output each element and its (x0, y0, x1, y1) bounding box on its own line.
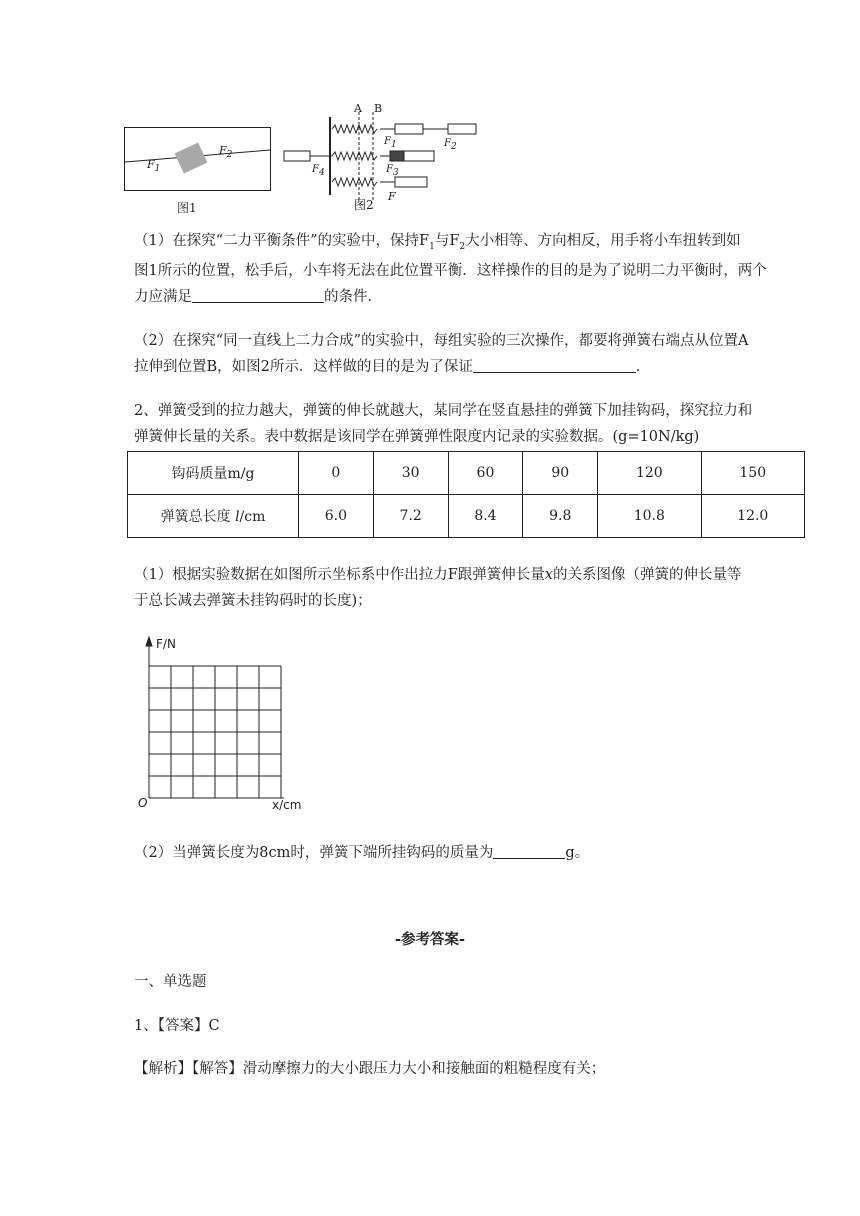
q2-part2-answer-blank[interactable] (493, 844, 565, 859)
coordinate-grid (136, 634, 316, 814)
table-cell: 10.8 (598, 495, 701, 538)
q2-data-table (127, 451, 805, 538)
figure-2 (280, 102, 495, 210)
figure-2-label-b: B (374, 102, 383, 115)
table-cell: 150 (701, 452, 804, 495)
y-axis-label: F/N (156, 637, 176, 651)
table-cell: 6.0 (299, 495, 374, 538)
answers-section-heading: 一、单选题 (134, 974, 207, 990)
figure-1 (124, 127, 271, 191)
coordinate-graph[interactable] (136, 634, 316, 814)
q1-part2-answer-blank[interactable] (473, 358, 636, 373)
table-cell: 0 (299, 452, 374, 495)
table-row (128, 452, 805, 495)
table-cell: 30 (373, 452, 448, 495)
table-cell: 7.2 (373, 495, 448, 538)
figure-2-label-a: A (354, 102, 362, 115)
q1-part1-line3: 力应满足 的条件． (134, 289, 382, 305)
q1-part1-line1: （1）在探究“二力平衡条件”的实验中，保持$F_1$与$F_2$大小相等、方向相反，用手将小车扭转到如 (134, 233, 741, 252)
figure-2-f3-label: $F_3$ (386, 164, 399, 178)
q2-part1-line2: 于总长减去弹簧未挂钩码时的长度)； (134, 593, 372, 609)
q2-intro-line1: 2、弹簧受到的拉力越大，弹簧的伸长就越大，某同学在竖直悬挂的弹簧下加挂钩码，探究拉力和 (134, 403, 753, 419)
table-cell: 60 (448, 452, 523, 495)
q1-part1-answer-blank[interactable] (192, 288, 324, 303)
table-cell: 90 (523, 452, 598, 495)
q2-part1-line1: （1）根据实验数据在如图所示坐标系中作出拉力F跟弹簧伸长量x的关系图像（弹簧的伸长量等 (134, 567, 742, 583)
table-row (128, 495, 805, 538)
table-cell: 9.8 (523, 495, 598, 538)
q1-part1-line2: 图1所示的位置，松手后，小车将无法在此位置平衡．这样操作的目的是为了说明二力平衡时，两个 (134, 263, 767, 279)
figure-2-caption: 图2 (354, 198, 374, 212)
table-cell: 8.4 (448, 495, 523, 538)
figure-2-f4-label: $F_4$ (312, 164, 325, 178)
answer-item-1-analysis: 【解析】【解答】滑动摩擦力的大小跟压力大小和接触面的粗糙程度有关； (134, 1061, 606, 1077)
figure-1-f2-label: $F_2$ (219, 144, 233, 161)
table-cell: 12.0 (701, 495, 804, 538)
q2-intro-line2: 弹簧伸长量的关系。表中数据是该同学在弹簧弹性限度内记录的实验数据。(g=10N/kg) (134, 429, 700, 445)
figure-1-caption: 图1 (177, 201, 197, 215)
q1-part2-line1: （2）在探究“同一直线上二力合成”的实验中，每组实验的三次操作，都要将弹簧右端点从位置A (134, 333, 749, 349)
x-axis-label: x/cm (272, 798, 302, 812)
figure-2-f2-label: $F_2$ (444, 138, 457, 152)
origin-label: O (138, 796, 148, 810)
answers-title: -参考答案- (394, 932, 466, 948)
q1-part2-line2: 拉伸到位置B，如图2所示．这样做的目的是为了保证 ． (134, 359, 651, 375)
table-row-header: 弹簧总长度 l/cm (128, 495, 299, 538)
q2-part2: （2）当弹簧长度为8cm时，弹簧下端所挂钩码的质量为 g。 (134, 845, 590, 861)
answer-item-1: 1、【答案】C (134, 1018, 220, 1034)
table-cell: 120 (598, 452, 701, 495)
figure-1-f1-label: $F_1$ (147, 158, 161, 175)
figure-2-f-label: F (388, 190, 396, 203)
figure-2-f1-label: $F_1$ (384, 136, 397, 150)
table-row-header: 钩码质量m/g (128, 452, 299, 495)
